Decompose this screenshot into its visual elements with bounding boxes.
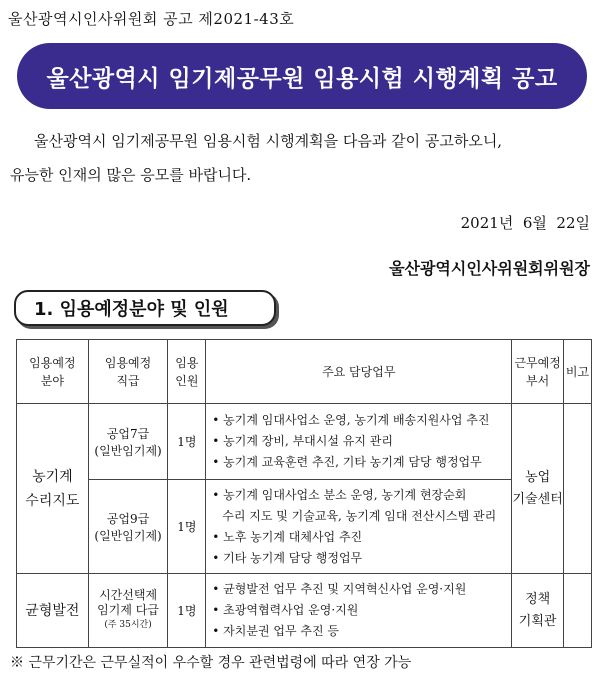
field-cell: 농기계 수리지도 [17,404,89,574]
duty-item: • 자치분권 업무 추진 등 [212,624,339,638]
table-row [17,574,592,648]
intro-line-1: 울산광역시 임기제공무원 임용시험 시행계획을 다음과 같이 공고하오니, [34,132,503,150]
duty-item: • 농기계 교육훈련 추진, 기타 농기계 담당 행정업무 [212,455,482,469]
dept-cell: 농업 기술센터 [512,404,564,574]
section-1-title: 1. 임용예정분야 및 인원 [34,299,229,320]
duty-item: • 균형발전 업무 추진 및 지역혁신사업 운영·지원 [212,582,467,596]
remark-cell [564,404,592,574]
recruitment-table [16,339,592,648]
duty-item: • 기타 농기계 담당 행정업무 [212,550,363,565]
header-duties: 주요 담당업무 [206,340,512,404]
notice-number: 울산광역시인사위원회 공고 제2021-43호 [8,10,295,28]
announcement-date: 2021년 6월 22일 [460,214,590,232]
table-row [17,480,592,574]
table-row [17,404,592,480]
duty-item: • 농기계 임대사업소 분소 운영, 농기계 현장순회 [212,487,467,502]
count-cell: 1명 [168,574,206,648]
count-cell: 1명 [168,404,206,480]
duties-cell [206,480,512,574]
dept-cell: 정책 기획관 [512,574,564,648]
duty-item: • 초광역협력사업 운영·지원 [212,603,359,617]
duty-item: 수리 지도 및 기술교육, 농기계 임대 전산시스템 관리 [222,508,497,523]
duties-cell [206,574,512,648]
title-banner [17,43,587,109]
intro-line-2: 유능한 인재의 많은 응모를 바랍니다. [10,166,252,184]
duty-item: • 농기계 장비, 부대시설 유지 관리 [212,434,393,448]
header-count: 임용 인원 [168,340,206,404]
count-cell: 1명 [168,480,206,574]
duty-item: • 노후 농기계 대체사업 추진 [212,529,363,544]
grade-cell: 공업7급 (일반임기제) [88,404,168,480]
duties-cell [206,404,512,480]
footnote: ※ 근무기간은 근무실적이 우수할 경우 관련법령에 따라 연장 가능 [10,655,412,671]
remark-cell [564,574,592,648]
intro-paragraph [10,124,592,192]
page-title: 울산광역시 임기제공무원 임용시험 시행계획 공고 [46,65,558,92]
header-dept: 근무예정 부서 [512,340,564,404]
section-1-heading [14,290,276,326]
header-grade: 임용예정 직급 [88,340,168,404]
table-header-row [17,340,592,404]
grade-cell: 시간선택제 임기제 다급 (주 35시간) [88,574,168,648]
issuer-name: 울산광역시인사위원회위원장 [389,259,590,278]
grade-cell: 공업9급 (일반임기제) [88,480,168,574]
duty-item: • 농기계 임대사업소 운영, 농기계 배송지원사업 추진 [212,413,490,427]
field-cell: 균형발전 [17,574,89,648]
header-remark: 비고 [564,340,592,404]
header-field: 임용예정 분야 [17,340,89,404]
